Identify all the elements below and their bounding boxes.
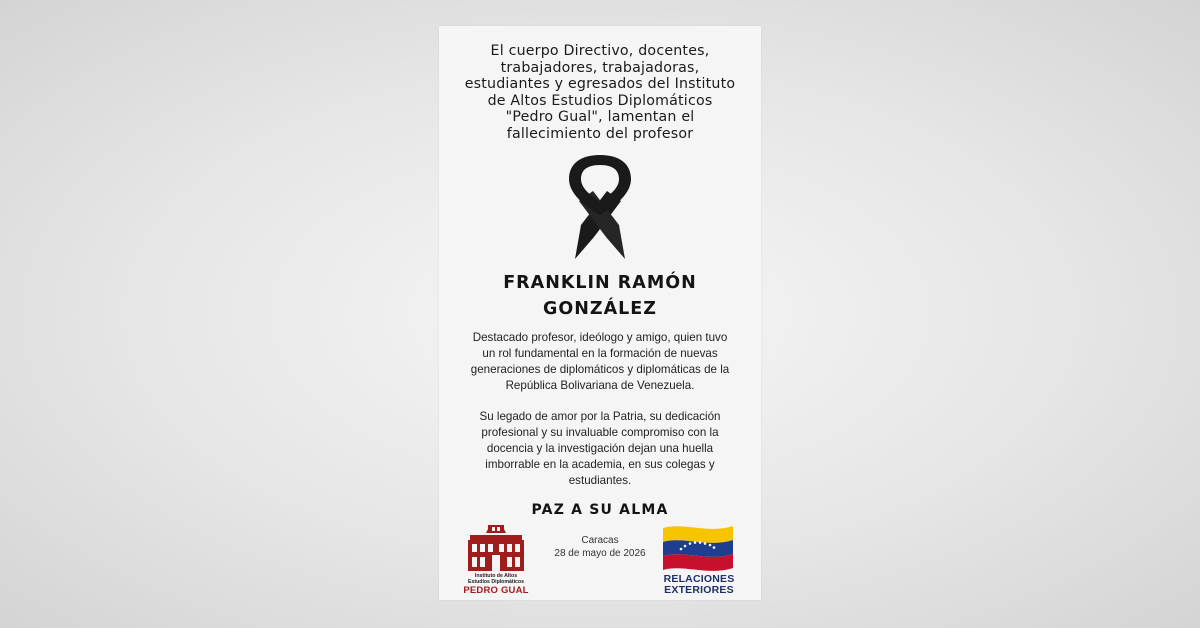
tribute-paragraph-1: Destacado profesor, ideólogo y amigo, quien tuvo un rol fundamental en la formación de nuevas generaciones de diplomáticos y diplomáticas de la República Bolivariana de Venezuela. [470,331,730,392]
tribute-paragraph-2: Su legado de amor por la Patria, su dedicación profesional y su invaluable compromiso con la docencia y la investigación dejan una huella imborrable en la academia, en sus colegas y estudiantes. [479,410,721,487]
logo-right-line-2: EXTERIORES [664,584,734,596]
condolence-card [439,26,761,600]
intro-text: El cuerpo Directivo, docentes, trabajadores, trabajadoras, estudiantes y egresados del Instituto de Altos Estudios Diplomáticos "Pedro Gual", lamentan el fallecimiento del profesor [464,43,736,142]
venezuela-flag-icon [663,524,735,572]
logo-left-line-3: PEDRO GUAL [463,585,529,596]
relaciones-exteriores-logo [659,524,739,599]
date-text: 28 de mayo de 2026 [554,548,646,559]
closing-phrase: PAZ A SU ALMA [531,502,669,518]
logo-left-line-2: Estudios Diplomáticos [468,579,524,585]
building-icon [466,523,526,573]
pedro-gual-institute-logo [463,523,529,599]
logo-left-line-1: Instituto de Altos [474,573,518,579]
logo-right-line-1: RELACIONES [663,573,735,585]
mourning-ribbon-icon [567,153,633,259]
deceased-name: FRANKLIN RAMÓN GONZÁLEZ [503,273,697,319]
place-text: Caracas [581,535,619,546]
